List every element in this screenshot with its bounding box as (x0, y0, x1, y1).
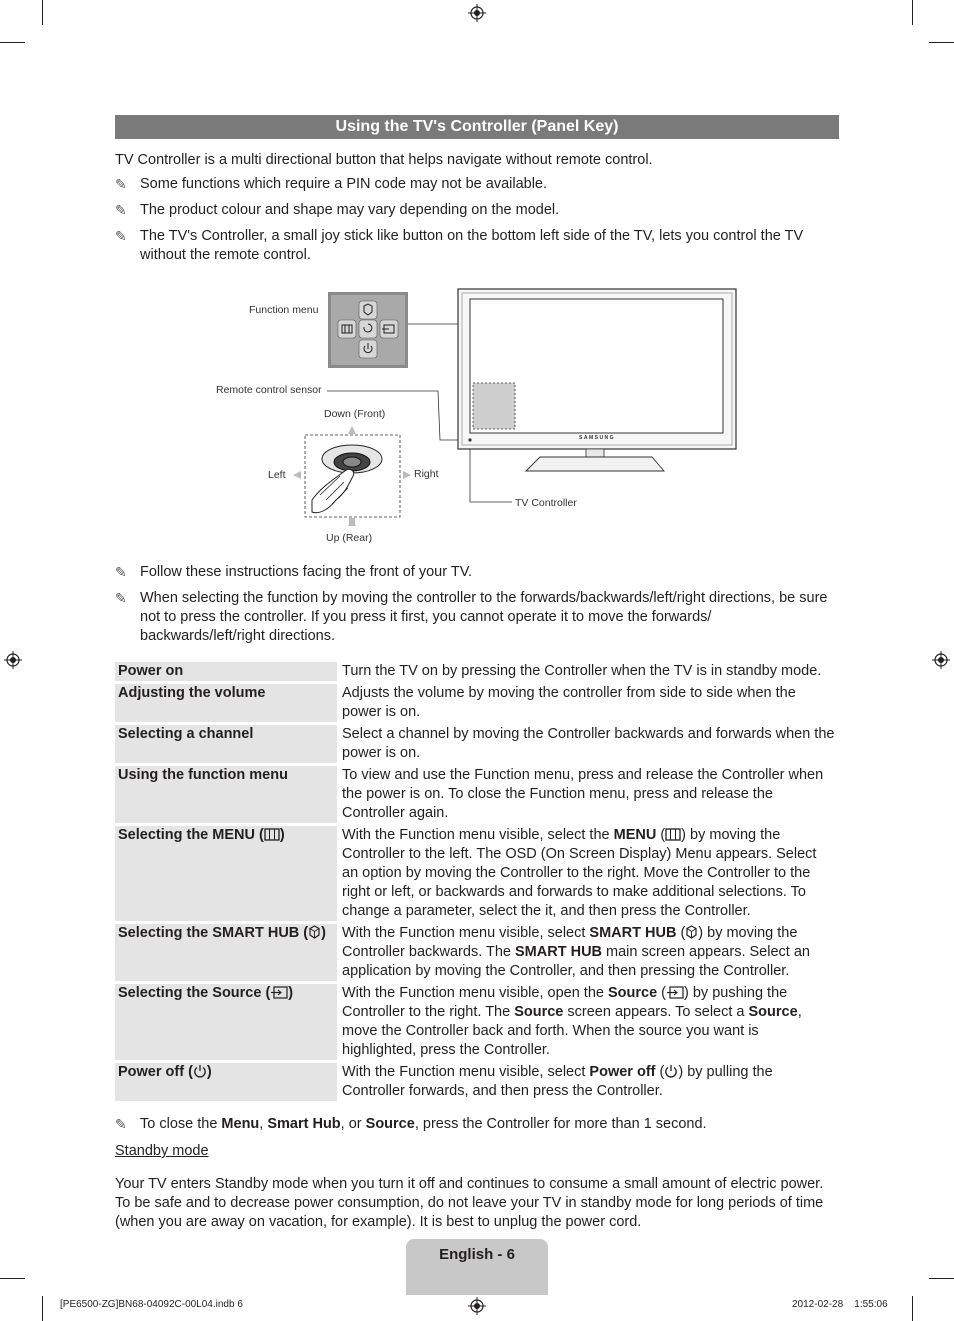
note-item: ✎ To close the Menu, Smart Hub, or Source, press the Controller for more than 1 second. (115, 1116, 707, 1132)
row-value: To view and use the Function menu, press and release the Controller when the power is on. To close the Function menu, press and release the Controller again. (342, 767, 824, 821)
tv-controller-label: TV Controller (515, 497, 577, 509)
crop-mark (912, 0, 913, 25)
registration-mark-icon (932, 651, 950, 669)
pencil-note-icon: ✎ (115, 176, 127, 192)
table-row (115, 662, 839, 681)
down-front-label: Down (Front) (324, 408, 386, 420)
pencil-note-icon: ✎ (115, 202, 127, 218)
standby-heading: Standby mode (115, 1143, 209, 1159)
right-label: Right (414, 468, 439, 480)
function-menu-panel (328, 292, 408, 368)
footer-timestamp: 2012-02-28 1:55:06 (792, 1299, 888, 1310)
row-value: Adjusts the volume by moving the controller from side to side when the power is on. (342, 685, 796, 720)
up-rear-label: Up (Rear) (326, 532, 373, 544)
row-value: With the Function menu visible, select SMART HUB ( ) by moving the Controller backwards. The SMART HUB main screen appears. Select an application by moving the Controller, and then pressing the Controller. (342, 925, 810, 979)
row-key: Using the function menu (115, 766, 337, 823)
crop-mark (929, 1278, 954, 1279)
crop-mark (929, 42, 954, 43)
smart-hub-icon (308, 925, 321, 939)
row-key: Selecting the MENU ( ) (115, 826, 337, 921)
source-icon (270, 986, 288, 999)
power-icon (193, 1064, 207, 1078)
table-row (115, 1063, 839, 1101)
joystick-closeup (293, 426, 411, 526)
remote-sensor-label: Remote control sensor (216, 384, 322, 396)
power-icon (664, 1064, 678, 1078)
row-key: Selecting the SMART HUB ( ) (115, 924, 337, 981)
crop-mark (42, 0, 43, 25)
menu-icon (665, 828, 681, 841)
crop-mark (912, 1296, 913, 1321)
menu-icon (264, 828, 280, 841)
section-title: Using the TV's Controller (Panel Key) (115, 115, 839, 139)
row-key: Adjusting the volume (115, 684, 337, 722)
row-key: Selecting a channel (115, 725, 337, 763)
registration-mark-icon (468, 1297, 486, 1315)
left-label: Left (268, 469, 286, 481)
tv-illustration (458, 289, 736, 471)
crop-mark (0, 42, 25, 43)
row-value: Turn the TV on by pressing the Controller when the TV is in standby mode. (342, 663, 822, 679)
table-row (115, 924, 839, 981)
row-key: Selecting the Source ( ) (115, 984, 337, 1060)
pencil-note-icon: ✎ (115, 564, 127, 580)
table-row (115, 984, 839, 1060)
note-item: ✎ The TV's Controller, a small joy stick like button on the bottom left side of the TV, lets you control the TV without the remote control. (115, 228, 804, 263)
pencil-note-icon: ✎ (115, 1116, 127, 1132)
crop-mark (0, 1278, 25, 1279)
page-number: English - 6 (439, 1246, 515, 1263)
note-item: ✎ The product colour and shape may vary depending on the model. (115, 202, 560, 218)
note-item: ✎ Some functions which require a PIN code may not be available. (115, 176, 548, 192)
row-value: With the Function menu visible, open the Source ( ) by pushing the Controller to the right. The Source screen appears. To select a Source, move the Controller back and forth. When the source you want is highlighted, press the Controller. (342, 985, 802, 1058)
row-value: With the Function menu visible, select Power off ( ) by pulling the Controller forwards, and then press the Controller. (342, 1064, 773, 1099)
intro-text: TV Controller is a multi directional button that helps navigate without remote control. (115, 152, 653, 168)
note-item: ✎ When selecting the function by moving the controller to the forwards/backwards/left/right directions, be sure not to press the controller. If you press it first, you cannot operate it to move the forwards/ backwards/left/right directions. (115, 590, 828, 644)
table-row (115, 725, 839, 763)
row-value: With the Function menu visible, select the MENU ( ) by moving the Controller to the left. The OSD (On Screen Display) Menu appears. Select an option by moving the Controller to the right. Move the Controller to the right or left, or backwards and forwards to make additional selections. To change a parameter, select the it, and then press the Controller. (342, 827, 817, 919)
footer-file-info: [PE6500-ZG]BN68-04092C-00L04.indb 6 (60, 1299, 243, 1310)
row-value: Select a channel by moving the Controller backwards and forwards when the power is on. (342, 726, 835, 761)
controller-functions-table (115, 659, 839, 1104)
table-row (115, 766, 839, 823)
row-key: Power on (115, 662, 337, 681)
pencil-note-icon: ✎ (115, 590, 127, 606)
brand-logo: SAMSUNG (579, 435, 616, 441)
standby-text: Your TV enters Standby mode when you turn it off and continues to consume a small amount of electric power. To be safe and to decrease power consumption, do not leave your TV in standby mode for long periods of time (when you are away on vacation, for example). It is best to unplug the power cord. (115, 1176, 824, 1230)
table-row (115, 684, 839, 722)
registration-mark-icon (468, 4, 486, 22)
smart-hub-icon (685, 925, 698, 939)
row-key: Power off ( ) (115, 1063, 337, 1101)
table-row (115, 826, 839, 921)
note-item: ✎ Follow these instructions facing the front of your TV. (115, 564, 473, 580)
source-icon (666, 986, 684, 999)
function-menu-label: Function menu (249, 304, 319, 316)
controller-figure (200, 285, 760, 550)
pencil-note-icon: ✎ (115, 228, 127, 244)
crop-mark (42, 1296, 43, 1321)
registration-mark-icon (4, 651, 22, 669)
